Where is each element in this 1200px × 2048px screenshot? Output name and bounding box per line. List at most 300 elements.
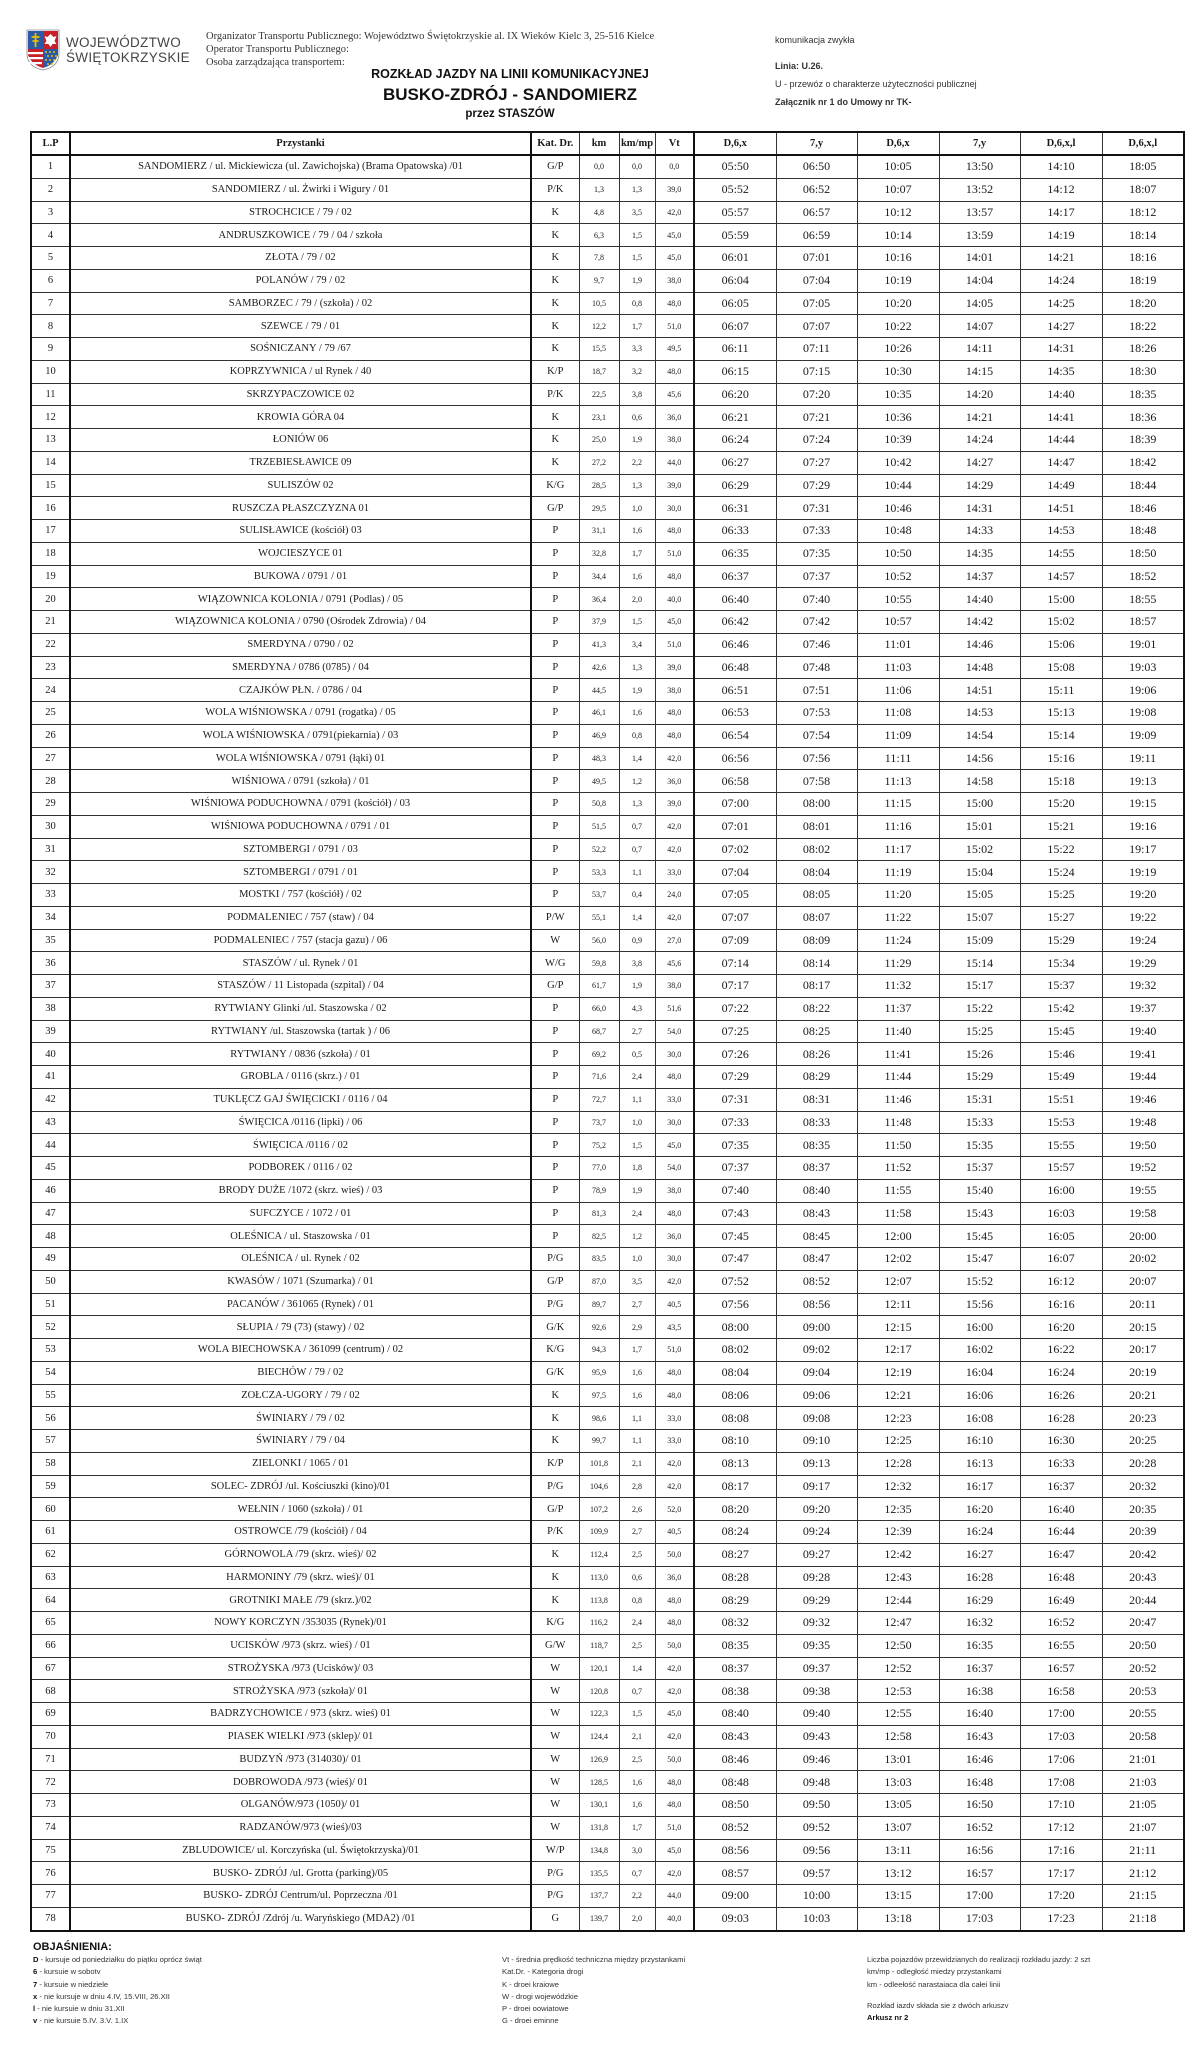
col-trip-6-cell: 19:16	[1102, 815, 1184, 838]
col-trip-4-header: 7,y	[939, 132, 1020, 155]
col-trip-6-cell: 19:46	[1102, 1088, 1184, 1111]
table-row	[31, 269, 1184, 292]
col-stops-cell: OLEŚNICA / ul. Rynek / 02	[70, 1248, 531, 1271]
table-row	[31, 1179, 1184, 1202]
col-road-category-cell: W	[531, 1771, 579, 1794]
table-row	[31, 360, 1184, 383]
col-km-cell: 0,0	[579, 155, 619, 178]
col-road-category-cell: P	[531, 520, 579, 543]
col-km-mp-cell: 1,2	[619, 1225, 655, 1248]
col-trip-3-cell: 12:21	[857, 1384, 939, 1407]
table-row	[31, 338, 1184, 361]
col-trip-3-cell: 13:15	[857, 1885, 939, 1908]
col-lp-cell: 38	[31, 997, 70, 1020]
col-trip-6-cell: 18:36	[1102, 406, 1184, 429]
col-km-cell: 139,7	[579, 1907, 619, 1930]
col-km-mp-cell: 2,5	[619, 1634, 655, 1657]
col-km-mp-cell: 2,5	[619, 1543, 655, 1566]
col-lp-cell: 8	[31, 315, 70, 338]
col-vt-cell: 39,0	[655, 656, 694, 679]
col-vt-cell: 40,0	[655, 588, 694, 611]
col-vt-cell: 50,0	[655, 1634, 694, 1657]
col-trip-2-cell: 07:54	[776, 724, 857, 747]
col-trip-2-cell: 09:50	[776, 1794, 857, 1817]
col-km-cell: 22,5	[579, 383, 619, 406]
col-trip-5-cell: 16:37	[1020, 1475, 1102, 1498]
col-trip-4-cell: 16:02	[939, 1339, 1020, 1362]
col-road-category-cell: W	[531, 1725, 579, 1748]
col-trip-2-cell: 09:32	[776, 1612, 857, 1635]
col-road-category-cell: W	[531, 1748, 579, 1771]
col-trip-5-cell: 16:05	[1020, 1225, 1102, 1248]
col-stops-cell: NOWY KORCZYN /353035 (Rynek)/01	[70, 1612, 531, 1635]
col-trip-6-cell: 19:32	[1102, 975, 1184, 998]
col-trip-3-cell: 10:22	[857, 315, 939, 338]
col-km-mp-cell: 2,0	[619, 588, 655, 611]
table-row	[31, 679, 1184, 702]
col-trip-3-cell: 10:44	[857, 474, 939, 497]
col-trip-4-cell: 15:25	[939, 1020, 1020, 1043]
legend-key: D	[33, 1955, 39, 1964]
col-trip-2-cell: 07:29	[776, 474, 857, 497]
col-stops-cell: OSTROWCE /79 (kościół) / 04	[70, 1521, 531, 1544]
legend-text: - kursuie w sobotv	[37, 1967, 101, 1977]
col-stops-cell: DOBROWODA /973 (wieś)/ 01	[70, 1771, 531, 1794]
col-vt-cell: 48,0	[655, 1361, 694, 1384]
col-trip-1-cell: 07:17	[694, 975, 776, 998]
col-trip-4-cell: 15:07	[939, 906, 1020, 929]
col-km-cell: 52,2	[579, 838, 619, 861]
col-trip-2-cell: 09:02	[776, 1339, 857, 1362]
col-trip-6-cell: 18:30	[1102, 360, 1184, 383]
col-trip-3-cell: 12:17	[857, 1339, 939, 1362]
col-trip-3-cell: 12:15	[857, 1316, 939, 1339]
col-vt-cell: 39,0	[655, 178, 694, 201]
col-trip-2-cell: 09:17	[776, 1475, 857, 1498]
col-lp-cell: 2	[31, 178, 70, 201]
col-trip-6-cell: 19:08	[1102, 702, 1184, 725]
col-trip-6-cell: 18:35	[1102, 383, 1184, 406]
table-row	[31, 1634, 1184, 1657]
sheet-number: Arkusz nr 2	[867, 2013, 909, 2023]
col-vt-cell: 48,0	[655, 1589, 694, 1612]
col-stops-cell: WIŚNIOWA PODUCHOWNA / 0791 (kościół) / 03	[70, 793, 531, 816]
col-km-cell: 1,3	[579, 178, 619, 201]
col-trip-5-cell: 16:12	[1020, 1270, 1102, 1293]
col-km-mp-cell: 0,4	[619, 884, 655, 907]
col-km-mp-cell: 1,8	[619, 1157, 655, 1180]
col-trip-2-cell: 08:17	[776, 975, 857, 998]
col-km-mp-cell: 1,3	[619, 656, 655, 679]
col-trip-4-cell: 15:29	[939, 1066, 1020, 1089]
col-trip-5-cell: 14:12	[1020, 178, 1102, 201]
col-trip-4-cell: 16:43	[939, 1725, 1020, 1748]
col-trip-4-cell: 15:33	[939, 1111, 1020, 1134]
table-row	[31, 1566, 1184, 1589]
col-trip-4-cell: 15:31	[939, 1088, 1020, 1111]
col-km-cell: 6,3	[579, 224, 619, 247]
col-trip-2-cell: 07:56	[776, 747, 857, 770]
col-vt-cell: 38,0	[655, 679, 694, 702]
col-trip-2-cell: 08:01	[776, 815, 857, 838]
col-road-category-cell: G/P	[531, 497, 579, 520]
col-trip-4-cell: 16:24	[939, 1521, 1020, 1544]
col-trip-5-cell: 16:20	[1020, 1316, 1102, 1339]
legend-text: - kursuie w niedziele	[37, 1979, 109, 1989]
col-trip-6-cell: 19:40	[1102, 1020, 1184, 1043]
col-trip-2-cell: 08:31	[776, 1088, 857, 1111]
col-road-category-cell: G/K	[531, 1361, 579, 1384]
col-km-cell: 87,0	[579, 1270, 619, 1293]
table-row	[31, 588, 1184, 611]
col-trip-5-cell: 17:17	[1020, 1862, 1102, 1885]
col-km-cell: 130,1	[579, 1794, 619, 1817]
col-lp-cell: 55	[31, 1384, 70, 1407]
col-trip-3-cell: 10:12	[857, 201, 939, 224]
col-road-category-cell: G/P	[531, 1498, 579, 1521]
col-trip-6-cell: 20:21	[1102, 1384, 1184, 1407]
col-trip-5-cell: 14:17	[1020, 201, 1102, 224]
col-vt-cell: 48,0	[655, 1612, 694, 1635]
col-trip-2-cell: 07:33	[776, 520, 857, 543]
col-road-category-cell: P	[531, 1066, 579, 1089]
col-trip-1-cell: 08:32	[694, 1612, 776, 1635]
col-trip-2-cell: 08:07	[776, 906, 857, 929]
col-km-mp-cell: 2,1	[619, 1725, 655, 1748]
col-trip-4-cell: 15:43	[939, 1202, 1020, 1225]
col-lp-cell: 25	[31, 702, 70, 725]
col-stops-cell: ZŁOTA / 79 / 02	[70, 247, 531, 270]
col-stops-cell: RYTWIANY Glinki /ul. Staszowska / 02	[70, 997, 531, 1020]
col-vt-cell: 30,0	[655, 497, 694, 520]
col-trip-2-cell: 09:46	[776, 1748, 857, 1771]
col-trip-4-cell: 15:56	[939, 1293, 1020, 1316]
col-km-cell: 66,0	[579, 997, 619, 1020]
col-trip-1-cell: 06:42	[694, 611, 776, 634]
col-km-cell: 73,7	[579, 1111, 619, 1134]
col-trip-1-cell: 07:22	[694, 997, 776, 1020]
legend-item: Liczba pojazdów przewidzianych do realizacji rozkładu jazdy: 2 szt	[867, 1955, 1091, 1964]
col-trip-3-cell: 10:46	[857, 497, 939, 520]
col-trip-4-cell: 13:52	[939, 178, 1020, 201]
col-vt-cell: 42,0	[655, 747, 694, 770]
col-km-mp-cell: 1,3	[619, 793, 655, 816]
col-trip-3-cell: 10:19	[857, 269, 939, 292]
legend-item: W - drogi wojewódzkie	[502, 1991, 578, 2001]
col-trip-1-cell: 08:37	[694, 1657, 776, 1680]
col-km-cell: 27,2	[579, 451, 619, 474]
col-trip-4-cell: 16:56	[939, 1839, 1020, 1862]
col-km-mp-cell: 1,6	[619, 520, 655, 543]
col-km-mp-cell: 0,7	[619, 815, 655, 838]
table-row	[31, 975, 1184, 998]
table-row	[31, 1452, 1184, 1475]
col-trip-6-cell: 20:42	[1102, 1543, 1184, 1566]
col-trip-4-cell: 15:45	[939, 1225, 1020, 1248]
col-stops-cell: MOSTKI / 757 (kościół) / 02	[70, 884, 531, 907]
col-vt-cell: 48,0	[655, 1794, 694, 1817]
col-lp-cell: 37	[31, 975, 70, 998]
col-km-mp-cell: 1,4	[619, 1657, 655, 1680]
col-trip-2-cell: 07:48	[776, 656, 857, 679]
col-vt-cell: 50,0	[655, 1748, 694, 1771]
col-trip-1-cell: 08:40	[694, 1703, 776, 1726]
col-trip-3-cell: 11:11	[857, 747, 939, 770]
table-row	[31, 997, 1184, 1020]
col-road-category-cell: P	[531, 861, 579, 884]
col-trip-3-cell: 11:16	[857, 815, 939, 838]
col-stops-cell: SMERDYNA / 0790 / 02	[70, 633, 531, 656]
col-lp-cell: 56	[31, 1407, 70, 1430]
col-trip-4-cell: 15:04	[939, 861, 1020, 884]
col-stops-cell: KWASÓW / 1071 (Szumarka) / 01	[70, 1270, 531, 1293]
col-stops-cell: ŚWIĘCICA /0116 / 02	[70, 1134, 531, 1157]
col-vt-cell: 48,0	[655, 702, 694, 725]
col-km-mp-cell: 0,6	[619, 406, 655, 429]
col-trip-5-cell: 14:55	[1020, 542, 1102, 565]
col-trip-6-cell: 20:02	[1102, 1248, 1184, 1271]
col-trip-6-cell: 19:01	[1102, 633, 1184, 656]
table-row	[31, 315, 1184, 338]
col-trip-3-cell: 11:44	[857, 1066, 939, 1089]
col-trip-4-cell: 15:09	[939, 929, 1020, 952]
col-trip-5-cell: 14:53	[1020, 520, 1102, 543]
col-trip-6-cell: 20:15	[1102, 1316, 1184, 1339]
col-stops-cell: SZTOMBERGI / 0791 / 01	[70, 861, 531, 884]
col-trip-1-cell: 08:08	[694, 1407, 776, 1430]
col-lp-cell: 51	[31, 1293, 70, 1316]
col-stops-cell: WEŁNIN / 1060 (szkoła) / 01	[70, 1498, 531, 1521]
col-lp-cell: 4	[31, 224, 70, 247]
col-vt-cell: 40,5	[655, 1521, 694, 1544]
col-stops-cell: BRODY DUŻE /1072 (skrz. wieś) / 03	[70, 1179, 531, 1202]
col-km-mp-cell: 1,1	[619, 1088, 655, 1111]
col-km-cell: 120,8	[579, 1680, 619, 1703]
col-km-mp-cell: 2,1	[619, 1452, 655, 1475]
col-vt-cell: 33,0	[655, 1088, 694, 1111]
col-trip-6-cell: 20:25	[1102, 1430, 1184, 1453]
col-trip-5-cell: 16:55	[1020, 1634, 1102, 1657]
col-trip-2-cell: 09:29	[776, 1589, 857, 1612]
table-row	[31, 1657, 1184, 1680]
col-stops-cell: PODMALENIEC / 757 (stacja gazu) / 06	[70, 929, 531, 952]
table-row	[31, 656, 1184, 679]
col-km-mp-cell: 2,7	[619, 1521, 655, 1544]
col-trip-3-cell: 12:32	[857, 1475, 939, 1498]
col-trip-1-cell: 08:13	[694, 1452, 776, 1475]
col-stops-cell: STROŻYSKA /973 (Ucisków)/ 03	[70, 1657, 531, 1680]
col-km-mp-cell: 1,1	[619, 1407, 655, 1430]
route-title: BUSKO-ZDRÓJ - SANDOMIERZ	[382, 85, 638, 104]
col-lp-cell: 20	[31, 588, 70, 611]
col-trip-3-cell: 12:53	[857, 1680, 939, 1703]
col-km-cell: 61,7	[579, 975, 619, 998]
col-stops-cell: WOLA WIŚNIOWSKA / 0791(piekarnia) / 03	[70, 724, 531, 747]
col-stops-cell: BUSKO- ZDRÓJ Centrum/ul. Poprzeczna /01	[70, 1885, 531, 1908]
col-vt-cell: 42,0	[655, 838, 694, 861]
col-km-mp-cell: 1,6	[619, 1771, 655, 1794]
col-lp-cell: 47	[31, 1202, 70, 1225]
col-trip-1-cell: 06:33	[694, 520, 776, 543]
col-vt-cell: 40,0	[655, 1907, 694, 1930]
col-trip-5-cell: 14:49	[1020, 474, 1102, 497]
col-road-category-cell: K	[531, 1543, 579, 1566]
col-road-category-cell: P	[531, 1134, 579, 1157]
col-road-category-cell: P	[531, 1157, 579, 1180]
col-trip-6-cell: 20:32	[1102, 1475, 1184, 1498]
col-trip-1-cell: 06:11	[694, 338, 776, 361]
col-trip-3-cell: 10:26	[857, 338, 939, 361]
col-lp-cell: 77	[31, 1885, 70, 1908]
communication-type: komunikacja zwykła	[775, 35, 855, 45]
col-trip-1-cell: 06:01	[694, 247, 776, 270]
col-trip-5-cell: 15:14	[1020, 724, 1102, 747]
col-road-category-cell: P/G	[531, 1248, 579, 1271]
col-lp-cell: 52	[31, 1316, 70, 1339]
col-trip-3-cell: 12:07	[857, 1270, 939, 1293]
col-trip-5-cell: 16:49	[1020, 1589, 1102, 1612]
col-road-category-cell: K	[531, 1407, 579, 1430]
col-vt-cell: 48,0	[655, 292, 694, 315]
col-km-mp-cell: 1,3	[619, 474, 655, 497]
col-trip-2-cell: 07:42	[776, 611, 857, 634]
col-road-category-cell: G/P	[531, 975, 579, 998]
col-trip-1-cell: 07:14	[694, 952, 776, 975]
col-km-mp-cell: 1,4	[619, 747, 655, 770]
col-km-mp-cell: 1,7	[619, 1339, 655, 1362]
col-vt-cell: 45,0	[655, 1839, 694, 1862]
col-trip-5-cell: 15:16	[1020, 747, 1102, 770]
col-trip-3-cell: 12:19	[857, 1361, 939, 1384]
col-trip-2-cell: 07:40	[776, 588, 857, 611]
col-vt-cell: 27,0	[655, 929, 694, 952]
col-trip-1-cell: 07:09	[694, 929, 776, 952]
col-road-category-cell: K	[531, 1589, 579, 1612]
col-road-category-cell: P/G	[531, 1475, 579, 1498]
col-trip-2-cell: 10:00	[776, 1885, 857, 1908]
col-stops-cell: RADZANÓW/973 (wieś)/03	[70, 1816, 531, 1839]
col-trip-3-cell: 13:03	[857, 1771, 939, 1794]
col-stops-cell: SŁUPIA / 79 (73) (stawy) / 02	[70, 1316, 531, 1339]
col-stops-cell: BUKOWA / 0791 / 01	[70, 565, 531, 588]
col-km-mp-cell: 1,2	[619, 770, 655, 793]
col-lp-cell: 75	[31, 1839, 70, 1862]
col-trip-1-cell: 08:38	[694, 1680, 776, 1703]
col-trip-4-cell: 16:00	[939, 1316, 1020, 1339]
col-trip-2-cell: 07:58	[776, 770, 857, 793]
col-trip-3-cell: 11:19	[857, 861, 939, 884]
col-road-category-cell: K/G	[531, 1339, 579, 1362]
col-vt-cell: 48,0	[655, 1066, 694, 1089]
col-road-category-cell: W	[531, 1703, 579, 1726]
table-row	[31, 497, 1184, 520]
col-trip-6-cell: 20:11	[1102, 1293, 1184, 1316]
col-km-cell: 25,0	[579, 429, 619, 452]
col-lp-cell: 12	[31, 406, 70, 429]
col-trip-4-cell: 14:04	[939, 269, 1020, 292]
table-header-row	[31, 132, 1184, 155]
col-km-mp-cell: 2,6	[619, 1498, 655, 1521]
col-lp-cell: 23	[31, 656, 70, 679]
col-trip-6-cell: 19:48	[1102, 1111, 1184, 1134]
col-trip-4-cell: 14:40	[939, 588, 1020, 611]
col-trip-3-cell: 11:15	[857, 793, 939, 816]
legend-item	[33, 2003, 202, 2015]
col-trip-2-cell: 08:04	[776, 861, 857, 884]
legend-item	[33, 1979, 202, 1991]
col-trip-2-cell: 06:50	[776, 155, 857, 178]
col-km-cell: 31,1	[579, 520, 619, 543]
col-trip-5-cell: 15:51	[1020, 1088, 1102, 1111]
col-km-cell: 46,1	[579, 702, 619, 725]
col-trip-6-cell: 19:41	[1102, 1043, 1184, 1066]
col-stops-cell: ŚWINIARY / 79 / 02	[70, 1407, 531, 1430]
col-trip-2-cell: 09:52	[776, 1816, 857, 1839]
table-row	[31, 702, 1184, 725]
col-trip-4-cell: 14:48	[939, 656, 1020, 679]
col-vt-cell: 54,0	[655, 1020, 694, 1043]
table-row	[31, 1157, 1184, 1180]
col-vt-cell: 40,5	[655, 1293, 694, 1316]
table-row	[31, 1020, 1184, 1043]
col-trip-4-cell: 14:51	[939, 679, 1020, 702]
col-vt-cell: 45,0	[655, 247, 694, 270]
col-trip-4-cell: 15:37	[939, 1157, 1020, 1180]
col-lp-cell: 26	[31, 724, 70, 747]
table-row	[31, 520, 1184, 543]
attachment-note: Załącznik nr 1 do Umowy nr TK-	[775, 97, 912, 107]
legend-middle	[502, 1954, 685, 2028]
manager-text: Osoba zarządzająca transportem:	[206, 57, 345, 68]
col-trip-1-cell: 07:02	[694, 838, 776, 861]
col-trip-1-cell: 07:40	[694, 1179, 776, 1202]
col-vt-header: Vt	[655, 132, 694, 155]
table-row	[31, 1748, 1184, 1771]
col-trip-6-cell: 21:07	[1102, 1816, 1184, 1839]
col-km-cell: 56,0	[579, 929, 619, 952]
col-trip-1-cell: 06:53	[694, 702, 776, 725]
col-trip-4-cell: 14:54	[939, 724, 1020, 747]
col-trip-4-cell: 14:01	[939, 247, 1020, 270]
col-trip-4-cell: 17:03	[939, 1907, 1020, 1930]
col-trip-2-cell: 09:20	[776, 1498, 857, 1521]
col-trip-4-cell: 16:38	[939, 1680, 1020, 1703]
col-trip-2-cell: 07:07	[776, 315, 857, 338]
col-trip-1-cell: 07:43	[694, 1202, 776, 1225]
col-vt-cell: 51,6	[655, 997, 694, 1020]
col-road-category-cell: K	[531, 201, 579, 224]
legend-item: km/mp - odległość miedzy przystankami	[867, 1967, 1002, 1977]
col-trip-2-cell: 08:02	[776, 838, 857, 861]
col-trip-6-cell: 21:12	[1102, 1862, 1184, 1885]
col-trip-3-cell: 11:09	[857, 724, 939, 747]
col-trip-6-cell: 20:50	[1102, 1634, 1184, 1657]
table-row	[31, 1361, 1184, 1384]
col-km-mp-cell: 1,5	[619, 224, 655, 247]
col-vt-cell: 48,0	[655, 1771, 694, 1794]
col-vt-cell: 42,0	[655, 201, 694, 224]
col-vt-cell: 30,0	[655, 1248, 694, 1271]
col-trip-2-cell: 09:35	[776, 1634, 857, 1657]
line-number: Linia: U.26.	[775, 61, 824, 71]
col-km-cell: 44,5	[579, 679, 619, 702]
col-vt-cell: 44,0	[655, 451, 694, 474]
col-trip-2-cell: 07:04	[776, 269, 857, 292]
col-trip-3-cell: 11:40	[857, 1020, 939, 1043]
col-trip-4-cell: 15:47	[939, 1248, 1020, 1271]
col-km-cell: 10,5	[579, 292, 619, 315]
col-km-cell: 68,7	[579, 1020, 619, 1043]
